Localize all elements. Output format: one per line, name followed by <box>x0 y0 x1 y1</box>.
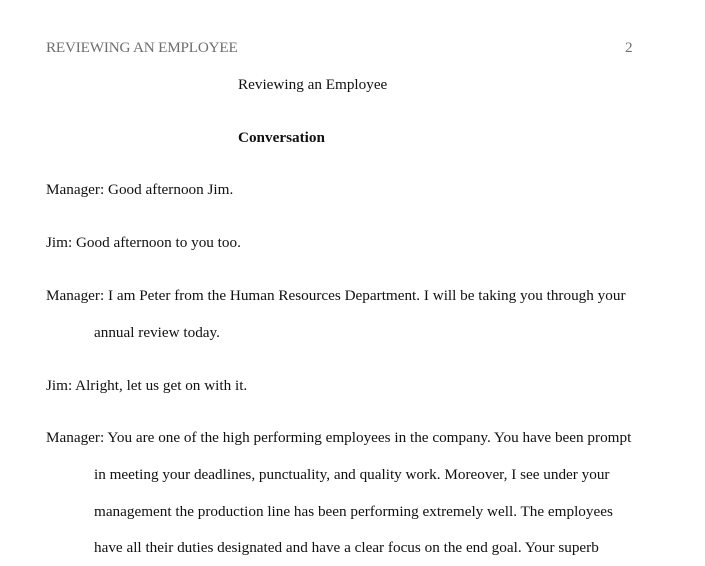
dialogue-continuation-line: in meeting your deadlines, punctuality, and quality work. Moreover, I see under your <box>94 466 610 483</box>
dialogue-line: Jim: Good afternoon to you too. <box>46 234 241 251</box>
page-number: 2 <box>625 39 633 56</box>
document-title: Reviewing an Employee <box>238 76 388 93</box>
dialogue-continuation-line: management the production line has been performing extremely well. The employees <box>94 503 613 520</box>
dialogue-continuation-line: annual review today. <box>94 324 220 341</box>
running-head: REVIEWING AN EMPLOYEE <box>46 39 238 56</box>
dialogue-line: Manager: I am Peter from the Human Resources Department. I will be taking you through your <box>46 287 626 304</box>
dialogue-continuation-line: have all their duties designated and have a clear focus on the end goal. Your superb <box>94 539 599 556</box>
section-heading: Conversation <box>238 129 325 146</box>
dialogue-line: Jim: Alright, let us get on with it. <box>46 377 248 394</box>
dialogue-line: Manager: Good afternoon Jim. <box>46 181 234 198</box>
dialogue-line: Manager: You are one of the high performing employees in the company. You have been prompt <box>46 429 632 446</box>
